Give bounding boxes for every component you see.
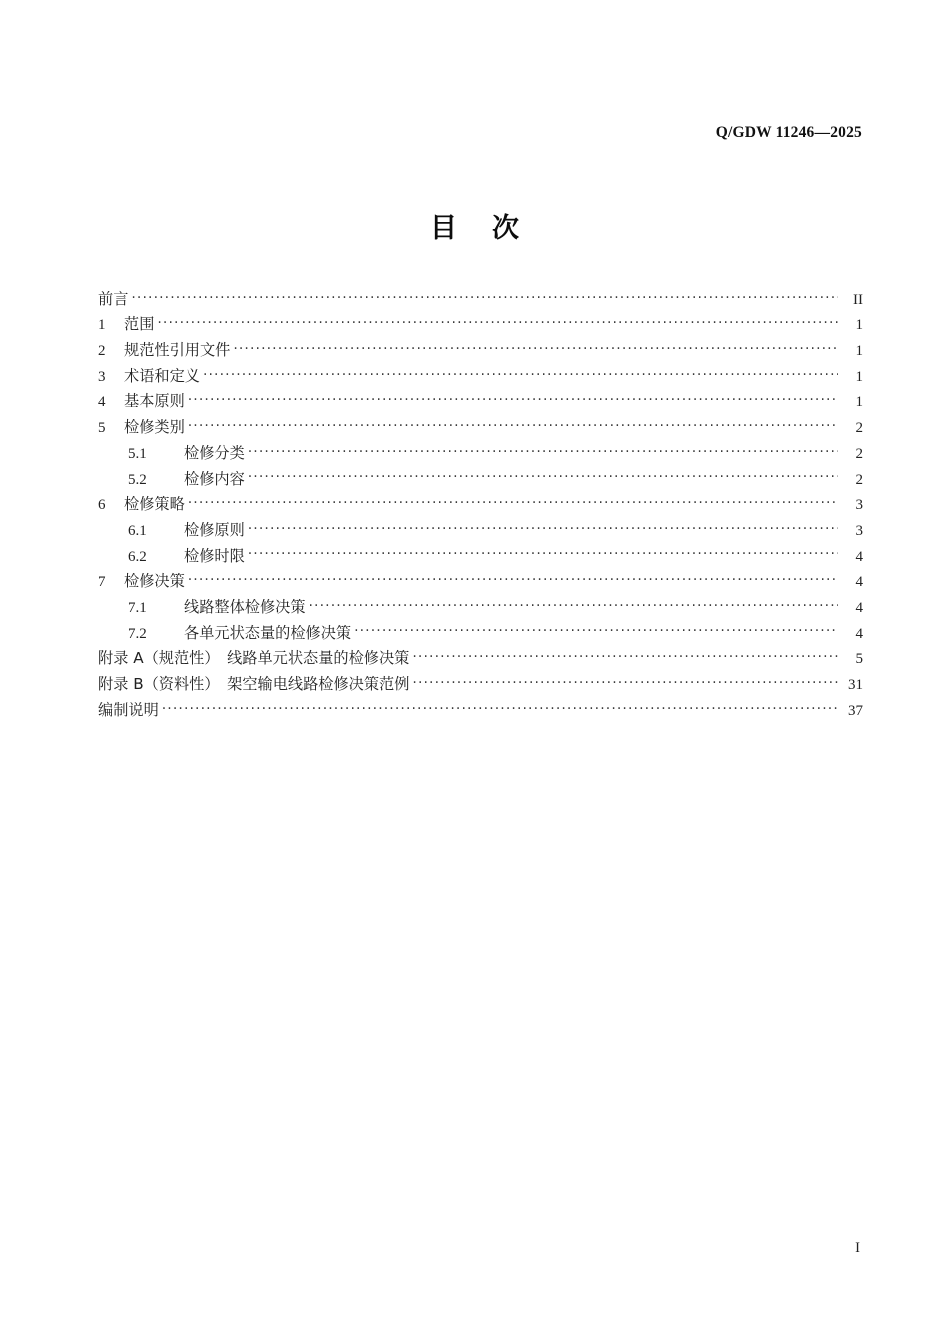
toc-entry-number: 5.1	[128, 445, 147, 462]
toc-entry-number: 5	[98, 420, 106, 437]
toc-entry-label: 附录 B（资料性） 架空输电线路检修决策范例	[98, 675, 410, 693]
toc-entry-number: 3	[98, 368, 106, 385]
toc-entry-page-number: 3	[855, 497, 863, 514]
dot-leader	[412, 650, 838, 665]
dot-leader	[309, 599, 839, 614]
toc-entry[interactable]	[98, 463, 863, 489]
toc-entry-page-number: 1	[855, 343, 863, 360]
toc-entry[interactable]	[98, 694, 863, 720]
toc-entry[interactable]	[98, 540, 863, 566]
toc-entry-page-number: II	[853, 291, 863, 308]
toc-entry-number: 6	[98, 497, 106, 514]
toc-entry-page-number: 3	[855, 522, 863, 539]
dot-leader	[188, 496, 838, 511]
toc-entry-page-number: 4	[855, 625, 863, 642]
toc-entry-label: 线路整体检修决策	[184, 597, 306, 616]
toc-entry-label: 检修类别	[124, 418, 185, 437]
toc-entry-number: 5.2	[128, 471, 147, 488]
toc-entry-number: 6.1	[128, 522, 147, 539]
toc-entry-page-number: 1	[855, 317, 863, 334]
toc-entry[interactable]	[98, 643, 863, 669]
toc-entry[interactable]	[98, 283, 863, 309]
toc-entry[interactable]	[98, 591, 863, 617]
toc-entry-label: 检修策略	[124, 495, 185, 514]
toc-entry-page-number: 4	[855, 599, 863, 616]
toc-entry-label: 编制说明	[98, 700, 159, 719]
toc-entry-label: 检修决策	[124, 572, 185, 591]
toc-entry-page-number: 2	[855, 420, 863, 437]
dot-leader	[248, 445, 838, 460]
page-title	[0, 206, 950, 245]
toc-entry-label: 前言	[98, 289, 129, 308]
toc-entry-page-number: 37	[848, 702, 863, 719]
dot-leader	[188, 419, 838, 434]
toc-entry-label: 检修分类	[184, 443, 245, 462]
toc-entry-label: 范围	[124, 315, 155, 334]
toc-entry-page-number: 1	[855, 368, 863, 385]
dot-leader	[131, 291, 838, 306]
toc-entry-label: 检修原则	[184, 520, 245, 539]
toc-entry-number: 7.2	[128, 625, 147, 642]
page-title-char-1: 目	[430, 213, 458, 244]
toc-entry-number: 7.1	[128, 599, 147, 616]
toc-entry-label: 规范性引用文件	[124, 341, 231, 360]
dot-leader	[412, 676, 838, 691]
toc-entry-label: 各单元状态量的检修决策	[184, 623, 352, 642]
toc-entry[interactable]	[98, 309, 863, 335]
toc-entry-page-number: 31	[848, 677, 863, 693]
toc-entry-page-number: 2	[855, 471, 863, 488]
dot-leader	[188, 393, 838, 408]
standard-code-header: Q/GDW 11246—2025	[715, 124, 862, 141]
toc-entry-number: 6.2	[128, 548, 147, 565]
toc-entry[interactable]	[98, 386, 863, 412]
toc-entry-number: 4	[98, 394, 106, 411]
toc-entry[interactable]	[98, 668, 863, 694]
toc-entry[interactable]	[98, 489, 863, 515]
toc-entry-page-number: 1	[855, 394, 863, 411]
dot-leader	[248, 522, 838, 537]
toc-entry[interactable]	[98, 514, 863, 540]
toc-entry-label: 术语和定义	[124, 366, 200, 385]
dot-leader	[162, 702, 838, 717]
dot-leader	[248, 547, 838, 562]
dot-leader	[248, 470, 838, 485]
dot-leader	[233, 342, 838, 357]
toc-entry-label: 附录 A（规范性） 线路单元状态量的检修决策	[98, 649, 410, 668]
toc-entry-label: 基本原则	[124, 392, 185, 411]
toc-entry-number: 1	[98, 317, 106, 334]
toc-entry[interactable]	[98, 334, 863, 360]
toc-entry[interactable]	[98, 566, 863, 592]
dot-leader	[354, 624, 838, 639]
toc-entry-number: 2	[98, 343, 106, 360]
toc-entry-page-number: 4	[855, 548, 863, 565]
toc-entry[interactable]	[98, 360, 863, 386]
toc-entry-label: 检修时限	[184, 546, 245, 565]
dot-leader	[157, 316, 838, 331]
toc-entry-page-number: 5	[855, 651, 863, 668]
toc-entry-page-number: 4	[855, 574, 863, 591]
dot-leader	[188, 573, 838, 588]
table-of-contents	[98, 283, 863, 720]
toc-entry-label: 检修内容	[184, 469, 245, 488]
dot-leader	[203, 368, 838, 383]
toc-entry[interactable]	[98, 617, 863, 643]
toc-entry[interactable]	[98, 411, 863, 437]
page-folio: I	[855, 1240, 860, 1256]
toc-entry-page-number: 2	[855, 445, 863, 462]
toc-entry[interactable]	[98, 437, 863, 463]
page-title-char-2: 次	[492, 213, 520, 244]
toc-entry-number: 7	[98, 574, 106, 591]
